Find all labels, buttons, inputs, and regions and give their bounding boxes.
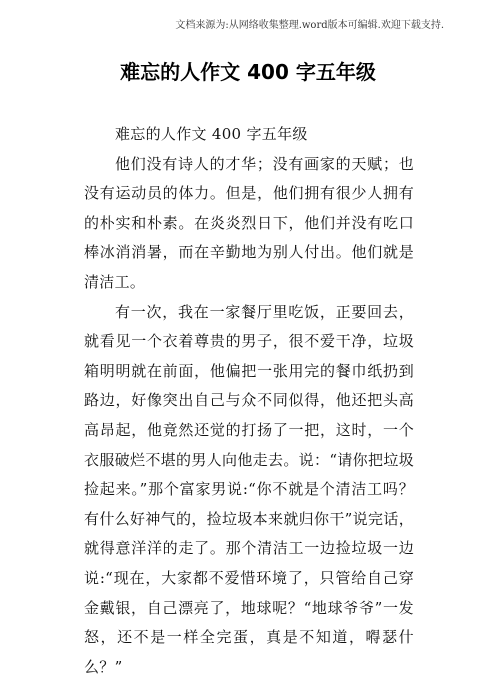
- body-paragraph-2: 有一次，我在一家餐厅里吃饭，正要回去，就看见一个衣着尊贵的男子，很不爱干净，垃圾箱明明就在前面，他偏把一张用完的餐巾纸扔到路边，好像突出自己与众不同似得，他还把头高高昂起，他竟然还觉的打扬了一把，这时，一个衣服破烂不堪的男人向他走去。说：“请你把垃圾捡起来。”那个富家男说:“你不就是个清洁工吗？有什么好神气的，捡垃圾本来就归你干”说完话，就得意洋洋的走了。那个清洁工一边捡垃圾一边说:“现在，大家都不爱惜环境了，只管给自己穿金戴银，自己漂亮了，地球呢？“地球爷爷”一发怒，还不是一样全完蛋，真是不知道，嘚瑟什么？”: [84, 302, 414, 676]
- document-body: [84, 120, 414, 682]
- header-note: 文档来源为:从网络收集整理.word版本可编辑.欢迎下载支持.: [175, 20, 444, 31]
- document-title: 难忘的人作文 400 字五年级: [120, 60, 376, 84]
- body-paragraph-1: 他们没有诗人的才华；没有画家的天赋；也没有运动员的体力。但是，他们拥有很少人拥有的朴实和朴素。在炎炎烈日下，他们并没有吃口棒冰消消暑，而在辛勤地为别人付出。他们就是清洁工。: [84, 154, 414, 291]
- subtitle-paragraph: 难忘的人作文 400 字五年级: [115, 125, 308, 143]
